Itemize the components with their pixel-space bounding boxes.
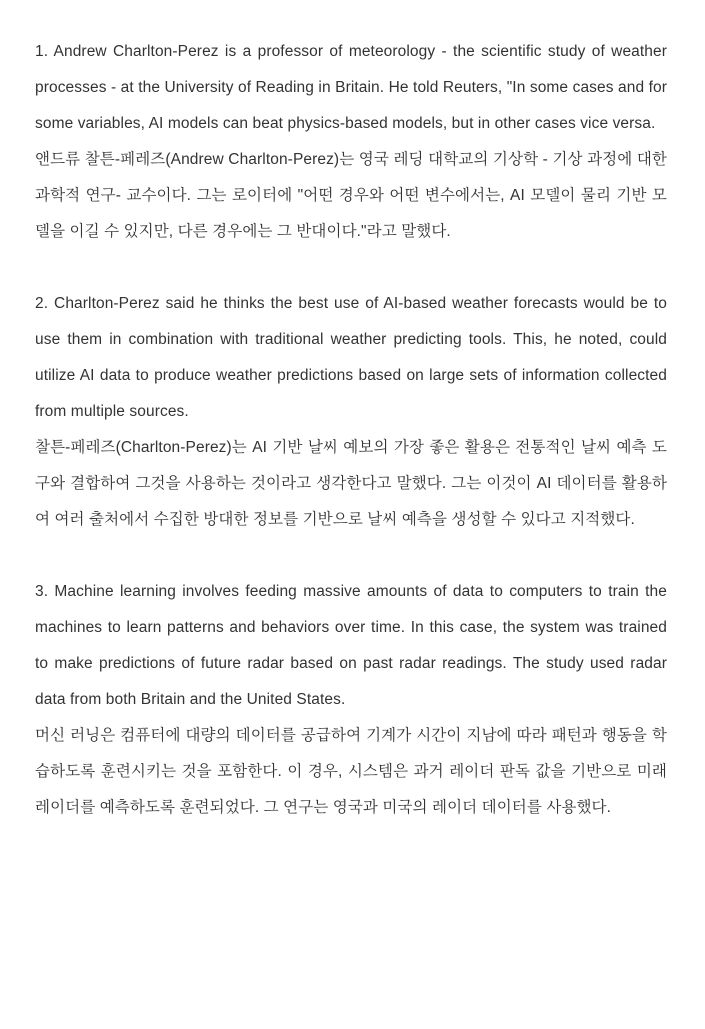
- paragraph-block-2: [35, 286, 667, 538]
- paragraph-block-3: [35, 574, 667, 826]
- paragraph-1-english: 1. Andrew Charlton-Perez is a professor of meteorology - the scientific study of weather processes - at the University of Reading in Britain. He told Reuters, "In some cases and for some variables, AI models can beat physics-based models, but in other cases vice versa.: [35, 43, 667, 132]
- paragraph-3-english: 3. Machine learning involves feeding massive amounts of data to computers to train the machines to learn patterns and behaviors over time. In this case, the system was trained to make predictions of future radar based on past radar readings. The study used radar data from both Britain and the United States.: [35, 583, 667, 708]
- paragraph-3-korean: 머신 러닝은 컴퓨터에 대량의 데이터를 공급하여 기계가 시간이 지남에 따라 패턴과 행동을 학습하도록 훈련시키는 것을 포함한다. 이 경우, 시스템은 과거 레이더 판독 값을 기반으로 미래 레이더를 예측하도록 훈련되었다. 그 연구는 영국과 미국의 레이더 데이터를 사용했다.: [35, 727, 667, 816]
- paragraph-2-korean: 찰튼-페레즈(Charlton-Perez)는 AI 기반 날씨 예보의 가장 좋은 활용은 전통적인 날씨 예측 도구와 결합하여 그것을 사용하는 것이라고 생각한다고 말했다. 그는 이것이 AI 데이터를 활용하여 여러 출처에서 수집한 방대한 정보를 기반으로 날씨 예측을 생성할 수 있다고 지적했다.: [35, 439, 667, 528]
- paragraph-1-korean: 앤드류 찰튼-페레즈(Andrew Charlton-Perez)는 영국 레딩 대학교의 기상학 - 기상 과정에 대한 과학적 연구- 교수이다. 그는 로이터에 "어떤 경우와 어떤 변수에서는, AI 모델이 물리 기반 모델을 이길 수 있지만, 다른 경우에는 그 반대이다."라고 말했다.: [35, 151, 667, 240]
- paragraph-2-english: 2. Charlton-Perez said he thinks the best use of AI-based weather forecasts would be to use them in combination with traditional weather predicting tools. This, he noted, could utilize AI data to produce weather predictions based on large sets of information collected from multiple sources.: [35, 295, 667, 420]
- paragraph-block-1: [35, 34, 667, 250]
